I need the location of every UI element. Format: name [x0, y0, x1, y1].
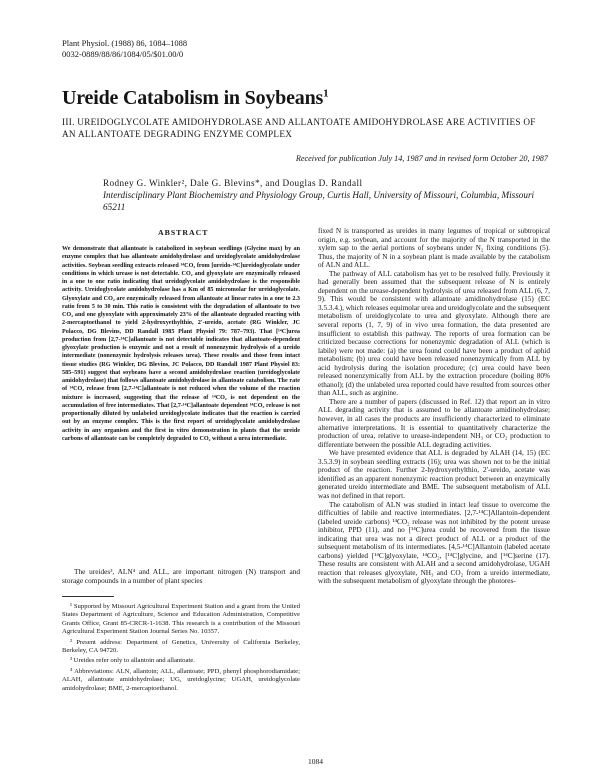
footnote: ² Present address: Department of Genetics, University of California Berkeley, Berkeley, CA 94720.: [62, 638, 300, 655]
footnote: ³ Ureides refer only to allantoin and allantoate.: [70, 657, 195, 665]
body-paragraph: We have presented evidence that ALL is degraded by ALAH (14, 15) (EC 3.5.3.9) in soybean seedling extracts (16); urea was shown not to be the initial product of the reaction. Further 2-hydroxyethylthio, 2'-ureido, acetate was identified as an apparent nonenzymic reaction product between an enzymically generated ureido intermediate and BME. The subsequent metabolism of ALL was not defined in that report.: [318, 449, 550, 500]
body-paragraph: There are a number of papers (discussed in Ref. 12) that report an in vitro ALL degrading activity that is assumed to be allantoate amidinohydrolase; however, in all cases the products are insufficiently characterized to eliminate alternative interpretations. It is essential to quantitatively characterize the production of urea, relative to urease-independent NH₃ or CO₂ production to differentiate between the possible ALL degrading activities.: [318, 397, 550, 449]
footnote: ⁴ Abbreviations: ALN, allantoin; ALL, allantoate; PPD, phenyl phosphorodiamidate; ALAH, allantoate amidohydrolase; UG, ureidoglycine; UGAH, ureidoglycolate amidohydrolase; BME, 2-mercaptoethanol.: [62, 667, 300, 692]
intro-paragraph: The ureides³, ALN⁴ and ALL, are important nitrogen (N) transport and storage compounds in a number of plant species: [62, 567, 300, 586]
body-paragraph: fixed N is transported as ureides in many legumes of tropical or subtropical origin, e.g. soybean, and account for the majority of the N transported in the xylem sap to the aerial portions of soybeans under N₂ fixing conditions (5). Thus, the majority of N in a soybean plant is made available by the catabolism of ALN and ALL.: [318, 227, 550, 270]
abstract-heading: ABSTRACT: [158, 228, 209, 237]
author-affiliation: Interdisciplinary Plant Biochemistry and Physiology Group, Curtis Hall, University of Missouri, Columbia, Missouri 65211: [103, 190, 535, 212]
footnote-divider: [62, 596, 114, 597]
paper-title-text: Ureide Catabolism in Soybeans: [62, 87, 324, 109]
author-names: Rodney G. Winkler², Dale G. Blevins*, and Douglas D. Randall: [103, 178, 363, 188]
paper-subtitle: III. UREIDOGLYCOLATE AMIDOHYDROLASE AND ALLANTOATE AMIDOHYDROLASE ARE ACTIVITIES OF AN ALLANTOATE DEGRADING ENZYME COMPLEX: [62, 117, 536, 139]
received-date: Received for publication July 14, 1987 and in revised form October 20, 1987: [295, 154, 548, 163]
journal-code: 0032-0889/88/86/1084/05/$01.00/0: [62, 48, 184, 59]
journal-citation: Plant Physiol. (1988) 86, 1084–1088: [62, 38, 188, 48]
journal-header: [62, 38, 187, 59]
right-column: [318, 227, 550, 586]
author-block: [103, 177, 543, 213]
footnotes: [62, 603, 300, 695]
body-paragraph: The catabolism of ALN was studied in intact leaf tissue to overcome the difficulties of labile and reactive intermediates. [2,7-¹⁴C]Allantoin-dependent (labeled ureide carbons) ¹⁴CO₂ release was not inhibited by the potent urease inhibitor, PPD (11), and no [¹⁴C]urea could be recovered from the tissue indicating that urea was not a direct product of ALL or a product of the subsequent metabolism of its intermediates. [4,5-¹⁴C]Allantoin (labeled acetate carbons) yielded [¹⁴C]glyoxylate, ¹⁴CO₂, [¹⁴C]glycine, and [¹⁴C]serine (17). These results are consistent with ALAH and a second amidohydrolase, UGAH reaction that releases glyoxylate, NH₃ and CO₂ from a ureido intermediate, with the subsequent metabolism of glyoxylate through the photores-: [318, 500, 550, 586]
title-footnote-mark: 1: [323, 87, 329, 100]
page-number: 1084: [308, 757, 323, 766]
paper-title: [62, 87, 328, 110]
footnote: ¹ Supported by Missouri Agricultural Experiment Station and a grant from the United States Department of Agriculture, Science and Education Administration, Competitive Grants Office, Grant 85-CRCR-1-1638. This research is a contribution of the Missouri Agricultural Experiment Station Journal Series No. 10357.: [62, 603, 300, 636]
body-paragraph: The pathway of ALL catabolism has yet to be resolved fully. Previously it had generally been assumed that the subsequent release of N is entirely dependent on the urease-dependent hydrolysis of urea released from ALL (6, 7, 9). This would be consistent with allantoate amidinohydrolase (15) (EC 3.5.3.4.), which releases equimolar urea and ureidoglycolate and the subsequent metabolism of ureidoglycolate to urea and glyoxylate. Although there are several reports (1, 7, 9) of in vivo urea formation, the data presented are insufficient to establish this pathway. The reports of urea formation can be criticized because corrections for nonenzymic degradation of ALL (which is labile) were not made: (a) the urea found could have been a product of aphid metabolism; (b) urea could have been released nonenzymically from ALL by acid hydrolysis during the isolation procedure; (c) urea could have been released nonenzymically from ALL by the extraction procedure (boiling 80% ethanol); (d) the unlabeled urea reported could have resulted from sources other than ALL, such as arginine.: [318, 269, 550, 398]
abstract-text: We demonstrate that allantoate is catabolized in soybean seedlings (Glycine max) by an enzyme complex that has allantoate amidohydrolase and ureidoglycolate amidohydrolase activities. Soybean seedling extracts released ¹⁴CO₂ from [ureido-¹⁴C]ureidoglycolate under conditions in which urease is not detectable. CO₂ and glyoxylate are enzymically released in a one to one ratio indicating that ureidoglycolate amidohydrolase is the responsible activity. Ureidoglycolate amidohydrolase has a Km of 85 micromolar for ureidoglycolate. Glyoxylate and CO₂ are enzymically released from allantoate at linear rates in a one to 2.3 ratio from 5 to 30 min. This ratio is consistent with the degradation of allantoate to two CO₂ and one glyoxylate with approximately 23% of the allantoate degraded reacting with 2-mercaptoethanol to yield 2-hydroxyethylthio, 2'-ureido, acetate (RG Winkler, JC Polacco, DG Blevins, DD Randall 1985 Plant Physiol 79: 787–793). That [¹⁴C]urea production from [2,7-¹⁴C]allantoate is not detectable indicates that allantoate-dependent glyoxylate production is enzymic and not a result of nonenzymic hydrolysis of a ureido intermediate (nonenzymic hydrolysis releases urea). These results and those from intact tissue studies (RG Winkler, DG Blevins, JC Polacco, DD Randall 1987 Plant Physiol 83: 585–591) suggest that soybeans have a second amidohydrolase reaction (ureidoglycolate amidohydrolase) that follows allantoate amidohydrolase in allantoate catabolism. The rate of ¹⁴CO₂ release from [2,7-¹⁴C]allantoate is not reduced when the volume of the reaction mixture is increased, suggesting that the release of ¹⁴CO₂ is not dependent on the accumulation of free intermediates. That [2,7-¹⁴C]allantoate dependent ¹⁴CO₂ release is not proportionally diluted by unlabeled ureidoglycolate indicates that the reaction is carried out by an enzyme complex. This is the first report of ureidoglycolate amidohydrolase activity in any organism and the first in vitro demonstration in plants that the ureide carbons of allantoate can be completely degraded to CO₂ without a urea intermediate.: [62, 246, 300, 442]
